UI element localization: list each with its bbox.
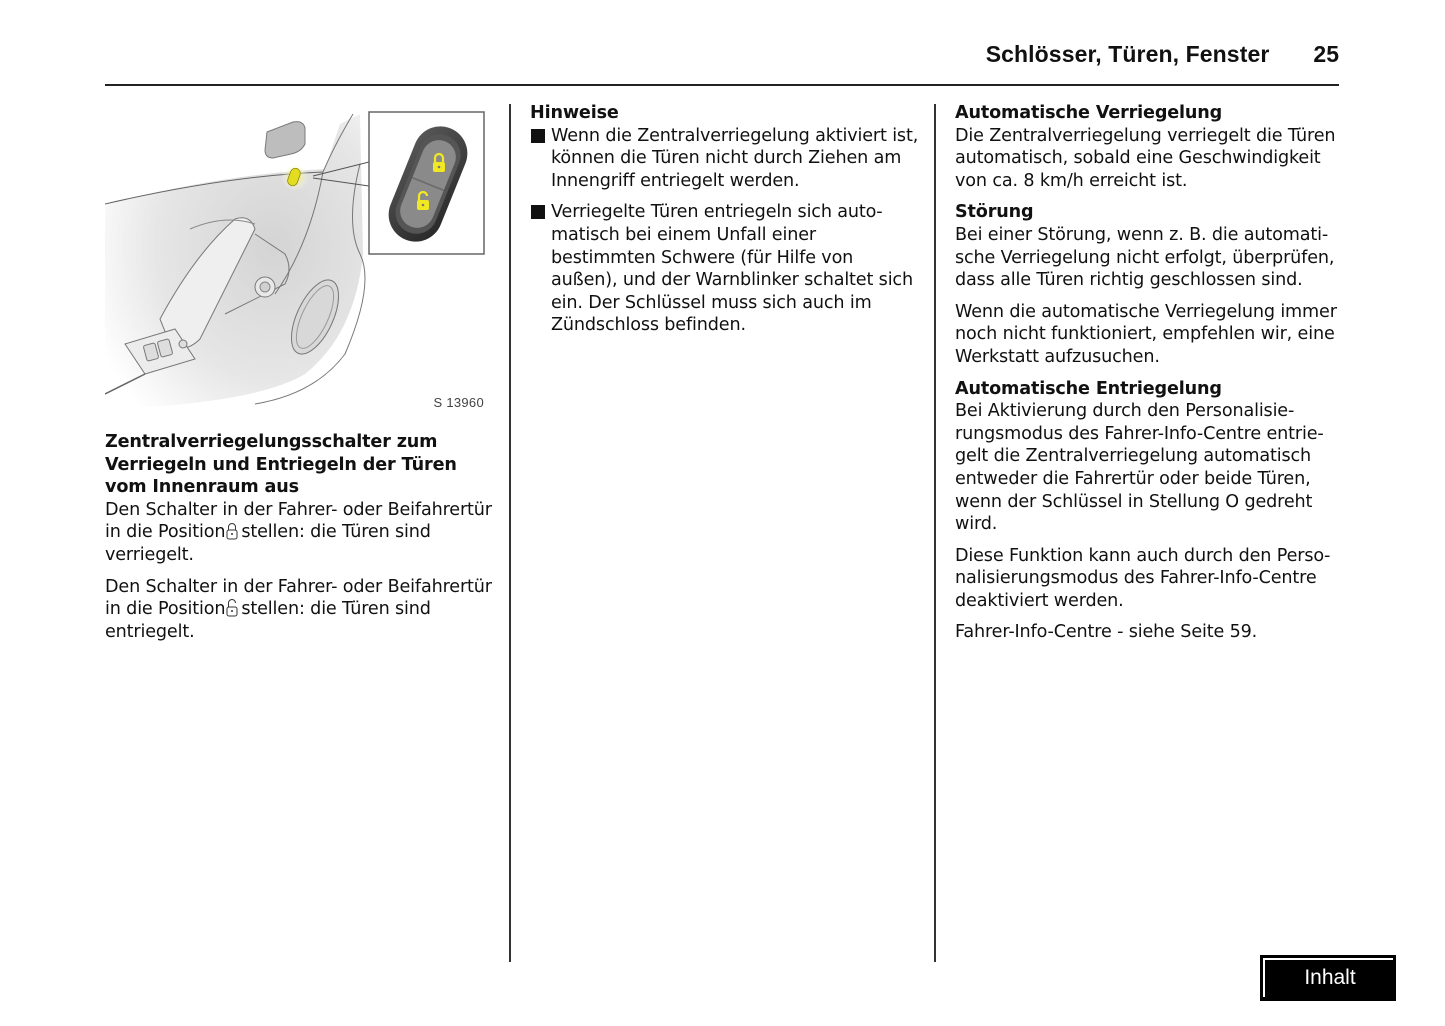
paragraph: Bei einer Störung, wenn z. B. die automatische Verriegelung nicht erfolgt, überprüfen, dass alle Türen richtig geschlossen sind.	[955, 224, 1335, 291]
paragraph-lock	[105, 499, 495, 567]
paragraph-unlock	[105, 576, 495, 644]
lock-open-icon	[226, 599, 238, 617]
bullet-text: Wenn die Zentralverriegelung aktiviert ist, können die Türen nicht durch Ziehen am Innengriff entriegelt werden.	[551, 125, 919, 191]
paragraph-text: stellen: die Türen sind verriegelt.	[105, 522, 431, 565]
section-heading-auto-lock: Automatische Verriegelung	[955, 103, 1223, 123]
chapter-title: Schlösser, Türen, Fenster	[985, 40, 1270, 67]
paragraph: Wenn die automatische Verriegelung immer noch nicht funktioniert, empfehlen wir, eine Werkstatt aufzusuchen.	[955, 301, 1337, 367]
paragraph-text: Den Schalter in der Fahrer- oder Beifahrertür in die Position	[105, 499, 492, 543]
door-interior-illustration	[105, 104, 490, 414]
column-divider-2	[934, 104, 936, 962]
bullet-square-icon	[531, 129, 545, 143]
paragraph: Die Zentralverriegelung verriegelt die Türen automatisch, sobald eine Geschwindigkeit von ca. 8 km/h erreicht ist.	[955, 125, 1336, 191]
page-header	[105, 36, 1339, 72]
column-divider-1	[509, 104, 511, 962]
contents-button-label: Inhalt	[1304, 966, 1356, 989]
column-3	[955, 102, 1347, 644]
bullet-item	[530, 201, 920, 337]
section-heading-malfunction: Störung	[955, 202, 1034, 223]
paragraph: Bei Aktivierung durch den Personalisierungsmodus des Fahrer-Info-Centre entriegelt die Zentralverriegelung automatisch entweder die Fahrertür oder beide Türen, wenn der Schlüssel in Stellung O gedreht wird.	[955, 401, 1324, 535]
section-heading-auto-unlock: Automatische Entriegelung	[955, 378, 1222, 399]
bullet-item	[530, 125, 920, 193]
column-1	[105, 431, 495, 643]
column-2	[530, 102, 920, 337]
door-switch-illustration	[105, 104, 490, 414]
notes-heading: Hinweise	[530, 103, 619, 123]
figure-code: S 13960	[433, 395, 484, 410]
paragraph: Diese Funktion kann auch durch den Personalisierungsmodus des Fahrer-Info-Centre deaktiviert werden.	[955, 545, 1331, 611]
paragraph-text: Den Schalter in der Fahrer- oder Beifahrertür in die Position	[105, 576, 492, 620]
paragraph-text: stellen: die Türen sind entriegelt.	[105, 599, 431, 642]
bullet-text: Verriegelte Türen entriegeln sich automatisch bei einem Unfall einer bestimmten Schwere (für Hilfe von außen), und der Warnblinker schaltet sich ein. Der Schlüssel muss sich auch im Zündschloss befinden.	[551, 202, 913, 336]
lock-closed-icon	[226, 522, 238, 540]
header-rule	[105, 84, 1339, 86]
page-number: 25	[1313, 40, 1339, 67]
bullet-square-icon	[531, 205, 545, 219]
cross-reference: Fahrer-Info-Centre - siehe Seite 59.	[955, 622, 1258, 643]
section-heading: Zentralverriegelungsschalter zum Verriegeln und Entriegeln der Türen vom Innenraum aus	[105, 432, 457, 498]
contents-button[interactable]	[1260, 955, 1396, 1001]
